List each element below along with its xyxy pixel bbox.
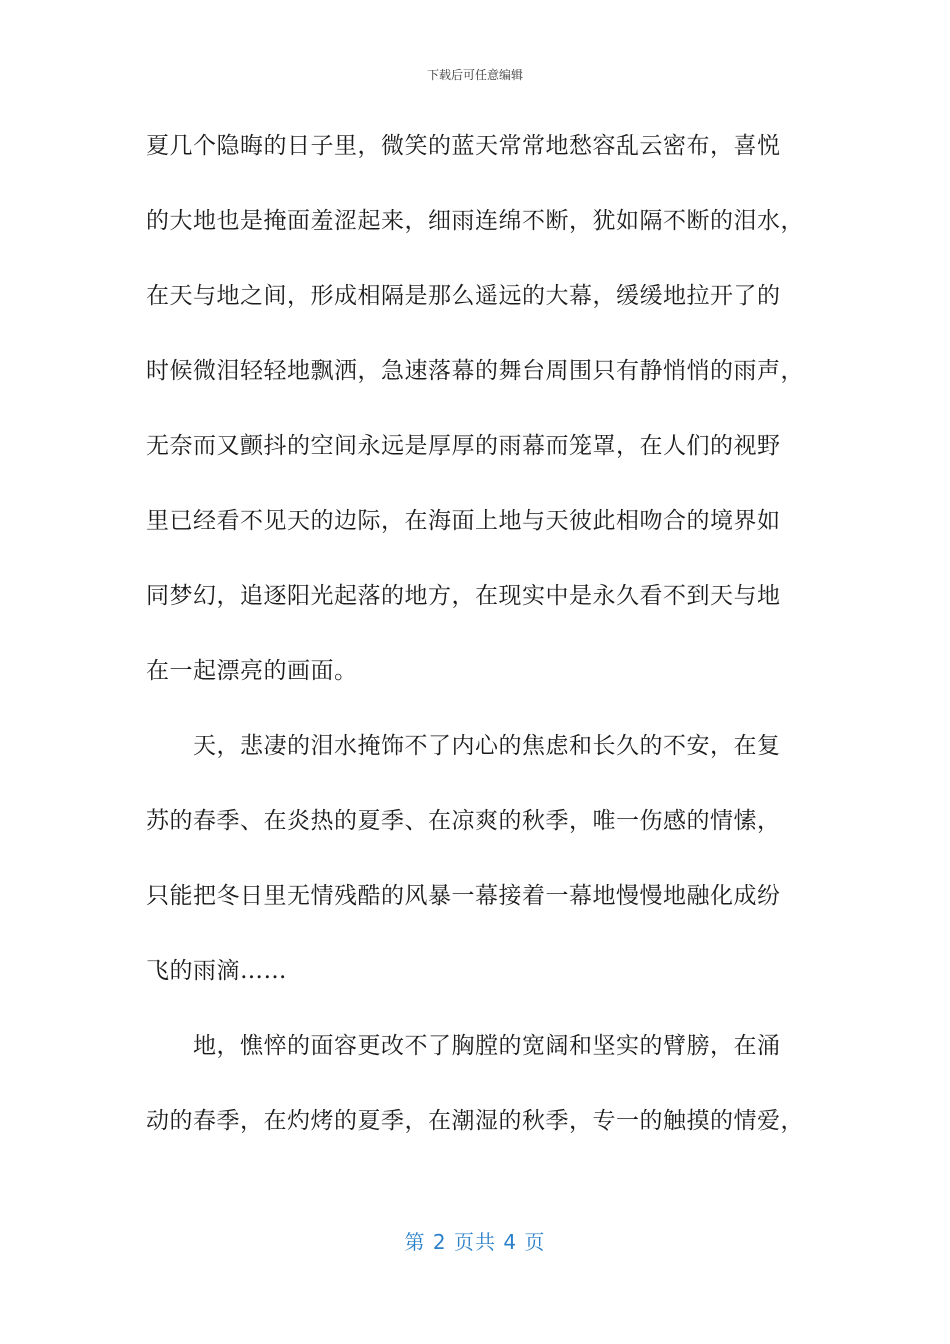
text-line: 时候微泪轻轻地飘洒，急速落幕的舞台周围只有静悄悄的雨声， — [146, 358, 804, 384]
text-line: 的大地也是掩面羞涩起来，细雨连绵不断，犹如隔不断的泪水， — [146, 208, 804, 234]
text-line: 同梦幻，追逐阳光起落的地方，在现实中是永久看不到天与地 — [146, 583, 781, 609]
text-line: 动的春季，在灼烤的夏季，在潮湿的秋季，专一的触摸的情爱， — [146, 1108, 804, 1134]
text-line: 在一起漂亮的画面。 — [146, 658, 358, 684]
text-line: 夏几个隐晦的日子里，微笑的蓝天常常地愁容乱云密布，喜悦 — [146, 133, 781, 159]
page-number-footer: 第 2 页共 4 页 — [404, 1230, 546, 1254]
text-line: 在天与地之间，形成相隔是那么遥远的大幕，缓缓地拉开了的 — [146, 283, 781, 309]
text-line: 飞的雨滴…… — [146, 958, 287, 984]
header-note: 下载后可任意编辑 — [426, 68, 523, 82]
text-line: 无奈而又颤抖的空间永远是厚厚的雨幕而笼罩，在人们的视野 — [146, 433, 781, 459]
text-line: 天，悲凄的泪水掩饰不了内心的焦虑和长久的不安，在复 — [193, 733, 781, 759]
text-line: 地，憔悴的面容更改不了胸膛的宽阔和坚实的臂膀，在涌 — [193, 1033, 781, 1059]
text-line: 只能把冬日里无情残酷的风暴一幕接着一幕地慢慢地融化成纷 — [146, 883, 781, 909]
text-line: 苏的春季、在炎热的夏季、在凉爽的秋季，唯一伤感的情愫， — [146, 808, 781, 834]
text-line: 里已经看不见天的边际，在海面上地与天彼此相吻合的境界如 — [146, 508, 781, 534]
